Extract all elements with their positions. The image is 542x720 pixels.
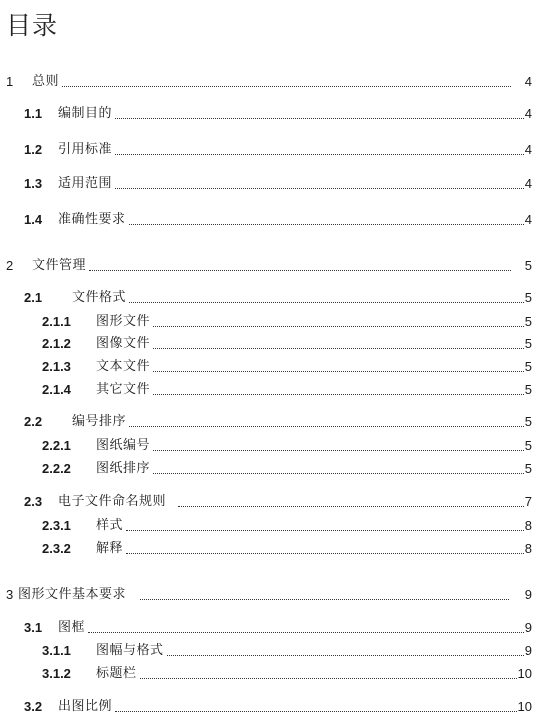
toc-number: 2.3.2 — [42, 541, 71, 556]
toc-entry-3[interactable] — [0, 585, 542, 603]
toc-entry-2-1-1[interactable] — [0, 312, 542, 330]
toc-label: 解释 — [96, 541, 124, 556]
toc-label: 样式 — [96, 518, 124, 533]
toc-leader — [88, 632, 524, 633]
toc-label: 图形文件 — [96, 314, 151, 329]
toc-entry-3-1-2[interactable] — [0, 664, 542, 682]
toc-label: 总则 — [32, 74, 60, 89]
toc-leader — [129, 224, 524, 225]
toc-number: 3.1.1 — [42, 643, 71, 658]
toc-number: 2.3.1 — [42, 518, 71, 533]
toc-entry-2-3[interactable] — [0, 492, 542, 510]
toc-page: 9 — [524, 587, 532, 602]
toc-entry-1[interactable] — [0, 72, 542, 90]
toc-number: 1.2 — [24, 142, 43, 157]
toc-leader — [153, 326, 524, 327]
toc-number: 2.3 — [24, 494, 43, 509]
toc-page: 9 — [524, 643, 532, 658]
toc-leader — [126, 553, 524, 554]
toc-leader — [153, 450, 524, 451]
toc-leader — [140, 599, 509, 600]
toc-page: 5 — [524, 414, 532, 429]
toc-entry-1-4[interactable] — [0, 210, 542, 228]
toc-number: 2.1 — [24, 290, 43, 305]
toc-entry-2-2[interactable] — [0, 412, 542, 430]
toc-label: 其它文件 — [96, 382, 151, 397]
toc-page: 5 — [524, 314, 532, 329]
toc-label: 准确性要求 — [58, 212, 126, 227]
toc-number: 2.1.3 — [42, 359, 71, 374]
toc-label: 图幅与格式 — [96, 643, 164, 658]
toc-page: 5 — [524, 382, 532, 397]
toc-number: 2.2.1 — [42, 438, 71, 453]
toc-page: 4 — [524, 142, 532, 157]
page-title: 目录 — [6, 11, 59, 40]
toc-page: 10 — [517, 666, 532, 681]
toc-number: 2.2 — [24, 414, 43, 429]
toc-page: 5 — [524, 258, 532, 273]
toc-leader — [129, 426, 524, 427]
toc-number: 1.3 — [24, 176, 43, 191]
toc-leader — [115, 711, 517, 712]
toc-page: 4 — [524, 212, 532, 227]
toc-label: 电子文件命名规则 — [58, 494, 167, 509]
toc-entry-3-2[interactable] — [0, 697, 542, 715]
toc-number: 2.2.2 — [42, 461, 71, 476]
toc-label: 图纸编号 — [96, 438, 151, 453]
toc-number: 2.1.2 — [42, 336, 71, 351]
toc-leader — [115, 118, 524, 119]
toc-page: 4 — [524, 106, 532, 121]
toc-number: 2.1.1 — [42, 314, 71, 329]
toc-leader — [153, 473, 524, 474]
toc-leader — [126, 530, 524, 531]
toc-leader — [153, 394, 524, 395]
toc-page: 7 — [524, 494, 532, 509]
toc-label: 文本文件 — [96, 359, 151, 374]
toc-entry-2-1-4[interactable] — [0, 380, 542, 398]
toc-number: 1.1 — [24, 106, 43, 121]
toc-entry-2-2-2[interactable] — [0, 459, 542, 477]
toc-label: 标题栏 — [96, 666, 137, 681]
toc-entry-2-3-1[interactable] — [0, 516, 542, 534]
toc-leader — [115, 188, 524, 189]
toc-entry-2-1-3[interactable] — [0, 357, 542, 375]
toc-label: 图纸排序 — [96, 461, 151, 476]
toc-page: 9 — [524, 620, 532, 635]
toc-label: 编制目的 — [58, 106, 113, 121]
toc-page: 8 — [524, 541, 532, 556]
toc-number: 3.1.2 — [42, 666, 71, 681]
toc-entry-2-1[interactable] — [0, 288, 542, 306]
toc-page: 8 — [524, 518, 532, 533]
toc-entry-2-2-1[interactable] — [0, 436, 542, 454]
toc-page: 4 — [524, 74, 532, 89]
toc-label: 图框 — [58, 620, 86, 635]
toc-number: 3.1 — [24, 620, 43, 635]
toc-page: 5 — [524, 336, 532, 351]
toc-entry-1-2[interactable] — [0, 140, 542, 158]
toc-leader — [153, 371, 524, 372]
toc-label: 文件管理 — [32, 258, 87, 273]
toc-label: 文件格式 — [72, 290, 127, 305]
toc-page: 5 — [524, 290, 532, 305]
toc-leader — [115, 154, 524, 155]
toc-leader — [129, 302, 524, 303]
toc-page: 5 — [524, 461, 532, 476]
toc-number: 2 — [6, 258, 14, 273]
toc-leader — [153, 348, 524, 349]
toc-number: 3 — [6, 587, 14, 602]
toc-number: 1 — [6, 74, 14, 89]
toc-number: 1.4 — [24, 212, 43, 227]
toc-leader — [89, 270, 511, 271]
toc-entry-3-1[interactable] — [0, 618, 542, 636]
toc-page: 5 — [524, 359, 532, 374]
toc-number: 2.1.4 — [42, 382, 71, 397]
toc-label: 出图比例 — [58, 699, 113, 714]
toc-label: 适用范围 — [58, 176, 113, 191]
toc-entry-1-1[interactable] — [0, 104, 542, 122]
toc-entry-2[interactable] — [0, 256, 542, 274]
toc-leader — [167, 655, 524, 656]
toc-number: 3.2 — [24, 699, 43, 714]
toc-leader — [178, 506, 524, 507]
toc-page: 5 — [524, 438, 532, 453]
toc-label: 引用标准 — [58, 142, 113, 157]
toc-entry-2-3-2[interactable] — [0, 539, 542, 557]
toc-page: 10 — [517, 699, 532, 714]
toc-leader — [62, 86, 511, 87]
toc-label: 图形文件基本要求 — [18, 587, 127, 602]
toc-label: 编号排序 — [72, 414, 127, 429]
toc-entry-1-3[interactable] — [0, 174, 542, 192]
toc-entry-3-1-1[interactable] — [0, 641, 542, 659]
toc-page: 4 — [524, 176, 532, 191]
toc-label: 图像文件 — [96, 336, 151, 351]
toc-entry-2-1-2[interactable] — [0, 334, 542, 352]
toc-leader — [140, 678, 517, 679]
